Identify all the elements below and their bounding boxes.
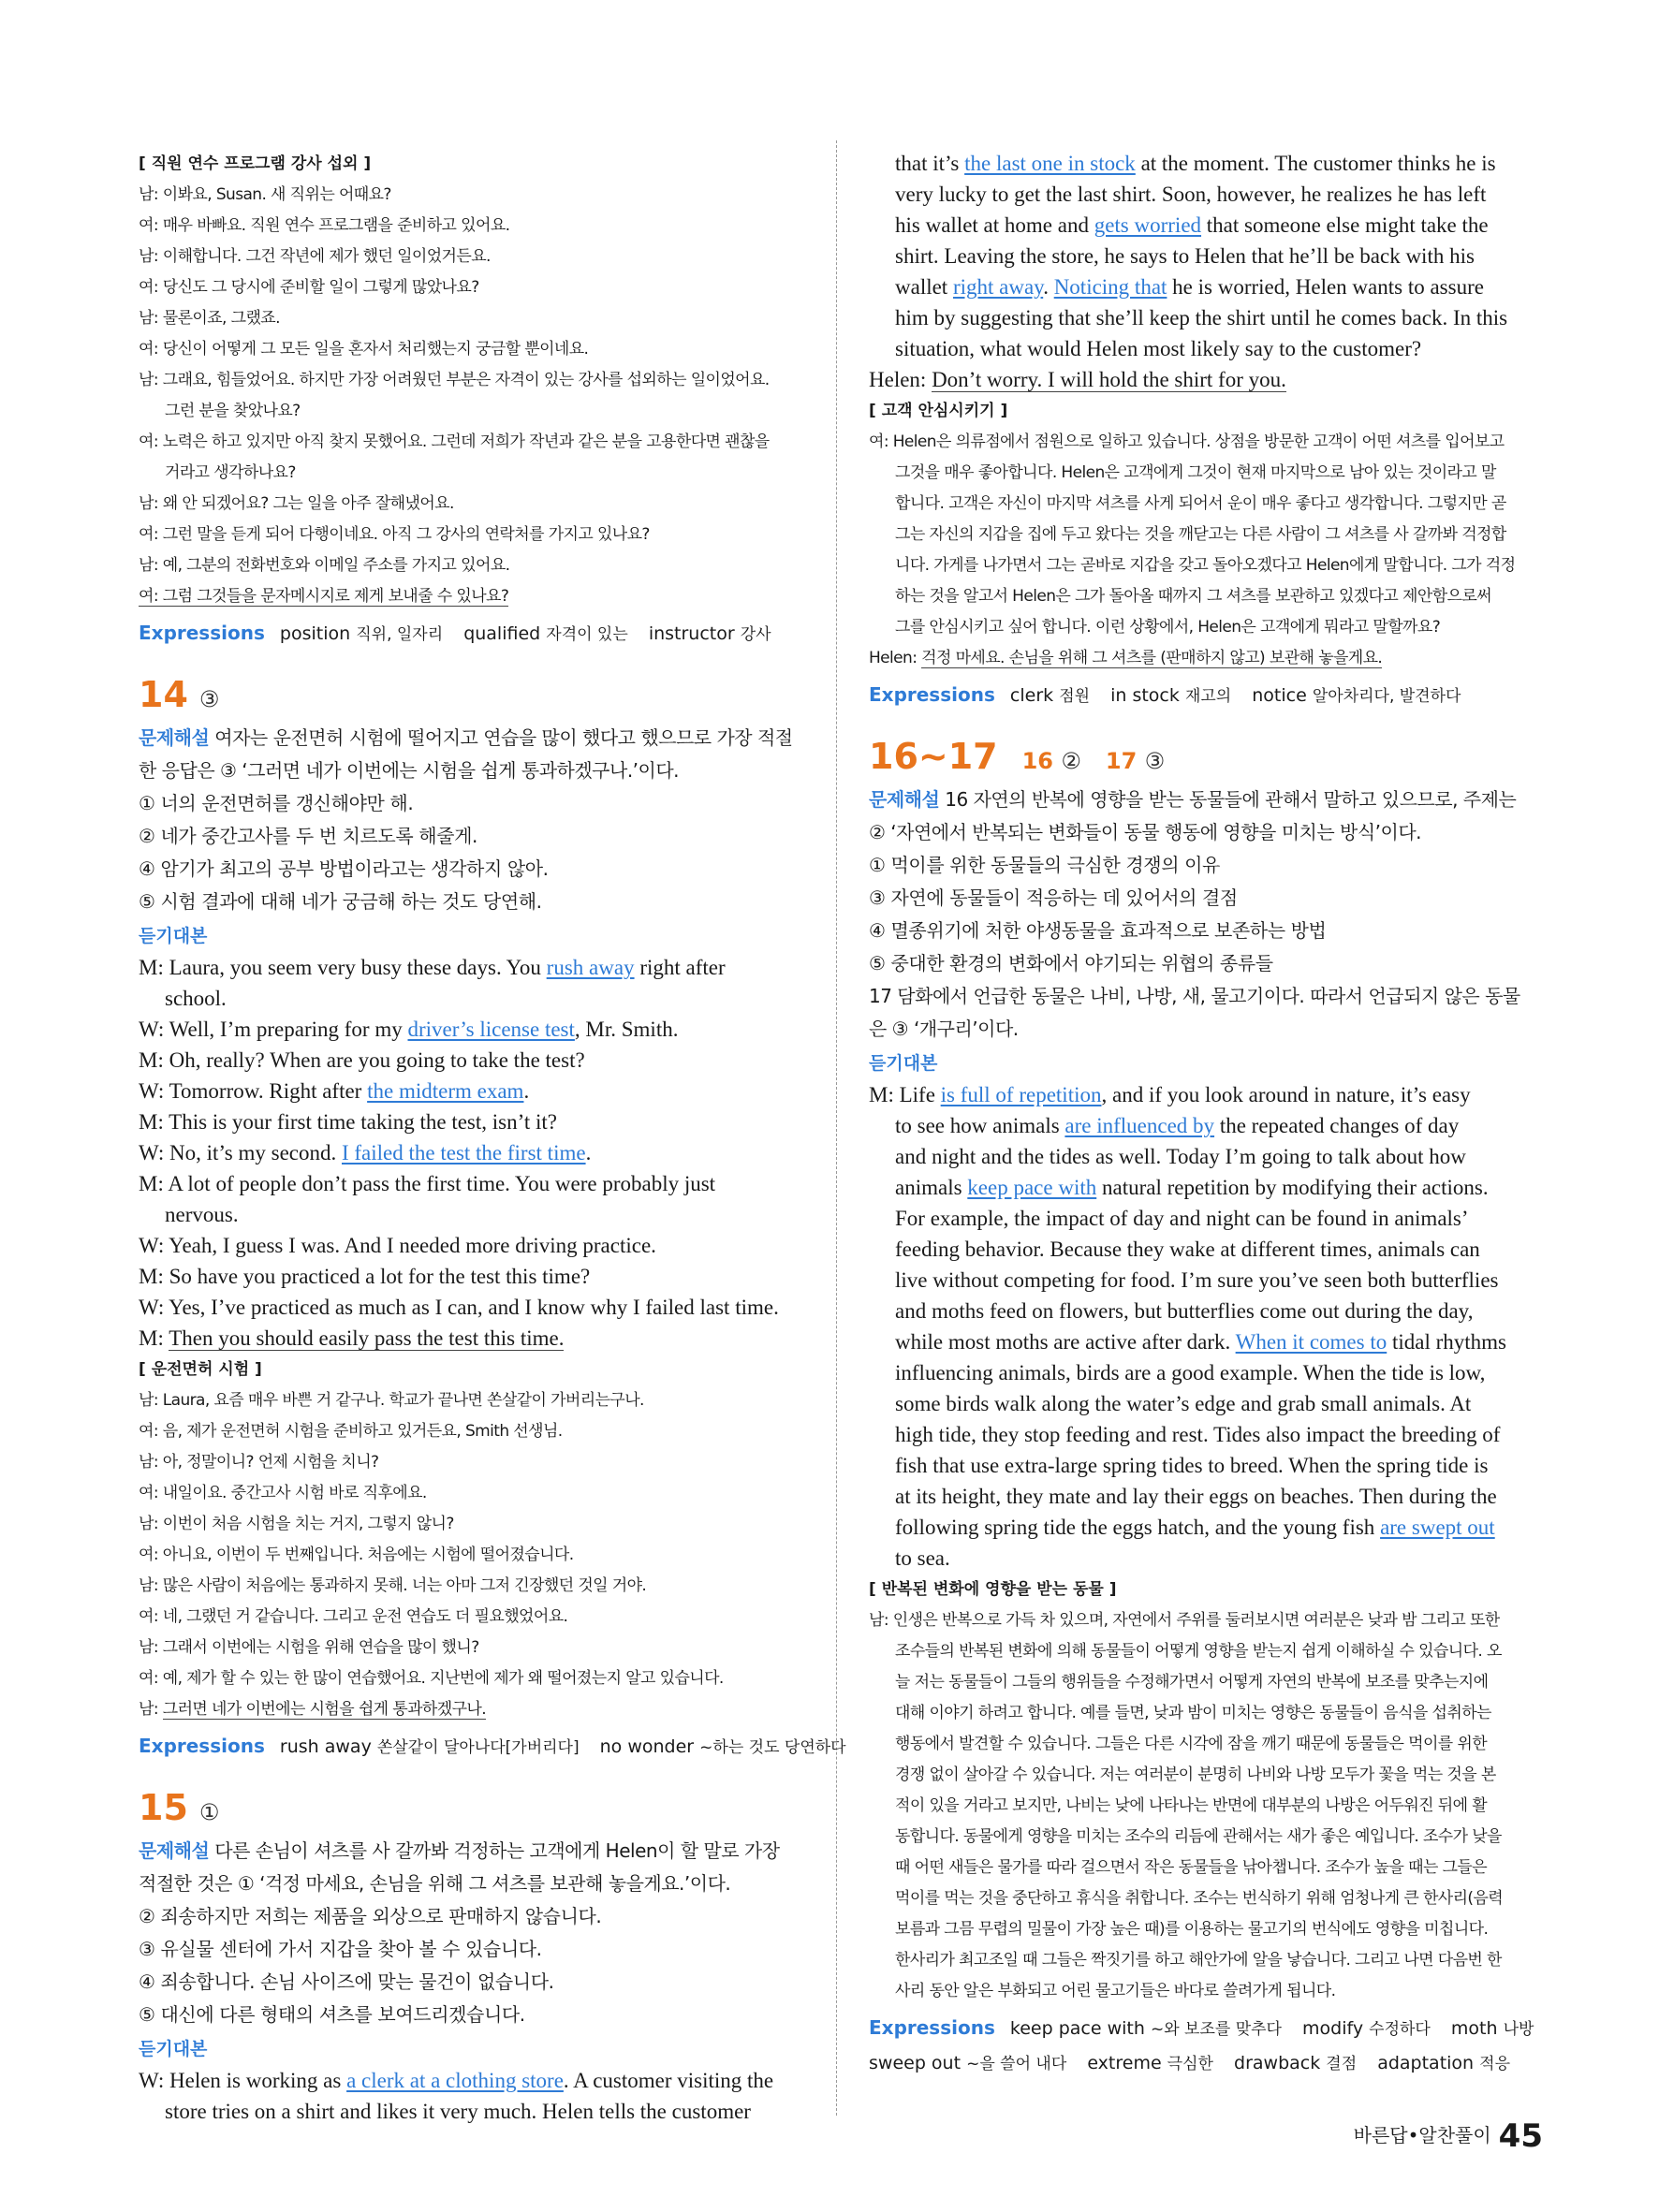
- answer-underline: Then you should easily pass the test this time.: [169, 1326, 565, 1350]
- dialogue-line: influencing animals, birds are a good example. When the tide is low,: [895, 1361, 1486, 1384]
- question-16-17-number: 16~17: [869, 736, 998, 777]
- highlight-phrase: are influenced by: [1064, 1114, 1215, 1137]
- transcript-line: 때 어떤 새들은 물가를 따라 걸으면서 작은 동물들을 낚아챕니다. 조수가 높을 때는 그들은: [895, 1858, 1488, 1877]
- question-number: [139, 1785, 805, 1835]
- transcript-line: 남: 인생은 반복으로 가득 차 있으며, 자연에서 주위를 둘러보시면 여러분은 낮과 밤 그리고 또한: [869, 1611, 1500, 1630]
- dialogue-text: at the moment. The customer thinks he is: [1135, 152, 1496, 175]
- dialogue-line: at its height, they mate and lay their eggs on beaches. Then during the: [895, 1485, 1497, 1508]
- dialogue-line: [869, 1326, 1535, 1357]
- transcript-line: 여: 당신이 어떻게 그 모든 일을 혼자서 처리했는지 궁금할 뿐이네요.: [139, 340, 589, 359]
- dialogue-line: feeding behavior. Because they wake at different times, animals can: [895, 1238, 1480, 1261]
- answer-underline: 걱정 마세요. 손님을 위해 그 셔츠를 (판매하지 않고) 보관해 놓을게요.: [921, 649, 1383, 667]
- dialogue-line: and moths feed on flowers, but butterflies come out during the day,: [895, 1299, 1474, 1323]
- solution-text: ② ‘자연에서 반복되는 변화들이 동물 행동에 영향을 미치는 방식’이다.: [869, 821, 1422, 843]
- script-label: 듣기대본: [139, 2039, 208, 2059]
- option: ④ 멸종위기에 처한 야생동물을 효과적으로 보존하는 방법: [869, 919, 1327, 942]
- dialogue-line: and night and the tides as well. Today I’m going to talk about how: [895, 1145, 1466, 1168]
- answer-mark: ③: [1144, 748, 1166, 774]
- page-footer: [1354, 2117, 1543, 2155]
- dialogue-line: [869, 210, 1535, 241]
- dialogue-line: [869, 271, 1535, 302]
- expr-word: moth: [1450, 2018, 1498, 2039]
- dialogue-line: [139, 1323, 805, 1354]
- transcript-line: 여: 그런 말을 듣게 되어 다행이네요. 아직 그 강사의 연락처를 가지고 있나요?: [139, 525, 650, 544]
- expr-meaning: 나방: [1503, 2020, 1534, 2039]
- answer-mark: ①: [198, 1799, 220, 1825]
- sub-question-number: 17: [1105, 748, 1138, 774]
- left-column: [139, 148, 846, 2127]
- right-column: [869, 148, 1535, 2081]
- question-15-number: 15: [139, 1787, 188, 1828]
- transcript-line: 여: 매우 바빠요. 직원 연수 프로그램을 준비하고 있어요.: [139, 216, 510, 235]
- answer-mark: ③: [198, 686, 220, 712]
- script-label: 듣기대본: [139, 926, 208, 946]
- expressions-15: [869, 678, 1535, 713]
- dialogue-text: M:: [139, 1326, 169, 1350]
- dialogue-text: wallet: [895, 275, 953, 299]
- dialogue-line: For example, the impact of day and night can be found in animals’: [895, 1207, 1469, 1230]
- dialogue-text: that it’s: [895, 152, 965, 175]
- dialogue-line: [869, 364, 1535, 395]
- transcript-line: 한사리가 최고조일 때 그들은 짝짓기를 하고 해안가에 알을 낳습니다. 그리고 나면 다음번 한: [895, 1951, 1502, 1970]
- transcript-line: 여: 노력은 하고 있지만 아직 찾지 못했어요. 그런데 저희가 작년과 같은 분을 고용한다면 괜찮을: [139, 432, 770, 451]
- dialogue-text: his wallet at home and: [895, 213, 1094, 237]
- transcript-line: 합니다. 고객은 자신이 마지막 셔츠를 사게 되어서 운이 매우 좋다고 생각합니다. 그렇지만 곧: [895, 494, 1506, 513]
- expressions-16-17: [869, 2011, 1535, 2046]
- highlight-phrase: a clerk at a clothing store: [346, 2069, 564, 2092]
- expr-word: drawback: [1234, 2053, 1321, 2073]
- transcript-line: 니다. 가게를 나가면서 그는 곧바로 지갑을 갖고 돌아오겠다고 Helen에게 말합니다. 그가 걱정: [895, 556, 1516, 575]
- highlight-phrase: are swept out: [1380, 1516, 1495, 1539]
- dialogue-line: M: So have you practiced a lot for the test this time?: [139, 1265, 591, 1288]
- solution-text: 한 응답은 ③ ‘그러면 네가 이번에는 시험을 쉽게 통과하겠구나.’이다.: [139, 759, 680, 782]
- question-14-number: 14: [139, 674, 188, 715]
- expr-meaning: 적응: [1479, 2055, 1511, 2073]
- option: ⑤ 대신에 다른 형태의 셔츠를 보여드리겠습니다.: [139, 2003, 525, 2026]
- dialogue-line: M: A lot of people don’t pass the first time. You were probably just: [139, 1172, 716, 1195]
- transcript-line: [139, 1694, 805, 1725]
- transcript-line: 여: 예, 제가 할 수 있는 한 많이 연습했어요. 지난번에 제가 왜 떨어졌는지 알고 있습니다.: [139, 1669, 724, 1688]
- answer-mark: ②: [1061, 748, 1081, 774]
- dialogue-text: , and if you look around in nature, it’s easy: [1101, 1083, 1471, 1106]
- dialogue-text: M: Laura, you seem very busy these days. You: [139, 956, 547, 979]
- transcript-line: 남: 이봐요, Susan. 새 직위는 어때요?: [139, 185, 391, 204]
- dialogue-line: some birds walk along the water’s edge and grab small animals. At: [895, 1392, 1472, 1415]
- expressions-label: Expressions: [139, 622, 265, 644]
- transcript-line: 사리 동안 알은 부화되고 어린 물고기들은 바다로 쓸려가게 됩니다.: [895, 1982, 1336, 2000]
- highlight-phrase: I failed the test the first time: [341, 1141, 586, 1165]
- transcript-line: 먹이를 먹는 것을 중단하고 휴식을 취합니다. 조수는 번식하기 위해 엄청나게 큰 한사리(음력: [895, 1889, 1504, 1908]
- option: ② 죄송하지만 저희는 제품을 외상으로 판매하지 않습니다.: [139, 1905, 602, 1927]
- option: ② 네가 중간고사를 두 번 치르도록 해줄게.: [139, 825, 477, 847]
- solution-label: 문제해설: [139, 1839, 210, 1862]
- expr-meaning: 결점: [1326, 2055, 1358, 2073]
- dialogue-line: [139, 1014, 805, 1045]
- answer-underline: 그러면 네가 이번에는 시험을 쉽게 통과하겠구나.: [162, 1700, 487, 1719]
- expressions-label: Expressions: [869, 683, 995, 706]
- dialogue-line: W: Yeah, I guess I was. And I needed more driving practice.: [139, 1234, 656, 1257]
- dialogue-line: [869, 1512, 1535, 1543]
- dialogue-line: fish that use extra-large spring tides to breed. When the spring tide is: [895, 1454, 1489, 1477]
- expr-meaning: 강사: [740, 625, 771, 644]
- option: ① 먹이를 위한 동물들의 극심한 경쟁의 이유: [869, 854, 1220, 876]
- question-number: [869, 734, 1535, 784]
- transcript-line: 동합니다. 동물에게 영향을 미치는 조수의 리듬에 관해서는 새가 좋은 예입니다. 조수가 낮을: [895, 1827, 1502, 1846]
- expressions-14: [139, 1729, 846, 1765]
- solution-text: 다른 손님이 셔츠를 사 갈까봐 걱정하는 고객에게 Helen이 할 말로 가장: [214, 1839, 780, 1862]
- expr-word: rush away: [279, 1736, 372, 1757]
- dialogue-line: [869, 1110, 1535, 1141]
- dialogue-line: live without competing for food. I’m sure you’ve seen both butterflies: [895, 1268, 1499, 1292]
- dialogue-text: .: [523, 1079, 530, 1103]
- expr-word: sweep out: [869, 2053, 962, 2073]
- option: ③ 자연에 동물들이 적응하는 데 있어서의 결점: [869, 886, 1238, 909]
- expr-meaning: ~을 쓸어 내다: [966, 2055, 1067, 2073]
- expr-meaning: 수정하다: [1369, 2020, 1431, 2039]
- dialogue-line: school.: [165, 987, 227, 1010]
- expressions-label: Expressions: [869, 2016, 995, 2039]
- expr-meaning: 알아차리다, 발견하다: [1312, 687, 1461, 706]
- expr-word: clerk: [1009, 685, 1054, 706]
- dialogue-line: him by suggesting that she’ll keep the shirt until he comes back. In this: [895, 306, 1508, 330]
- transcript-line: 보름과 그믐 무렵의 밀물이 가장 높은 때)를 이용하는 물고기의 번식에도 영향을 미칩니다.: [895, 1920, 1489, 1939]
- expr-word: instructor: [648, 623, 735, 644]
- transcript-line: 조수들의 반복된 변화에 의해 동물들이 어떻게 영향을 받는지 쉽게 이해하실 수 있습니다. 오: [895, 1642, 1502, 1661]
- dialogue-text: . A customer visiting the: [563, 2069, 774, 2092]
- dialogue-line: high tide, they stop feeding and rest. Tides also impact the breeding of: [895, 1423, 1501, 1446]
- highlight-phrase: is full of repetition: [940, 1083, 1102, 1106]
- expr-word: keep pace with: [1009, 2018, 1145, 2039]
- solution-text: 17 담화에서 언급한 동물은 나비, 나방, 새, 물고기이다. 따라서 언급되지 않은 동물: [869, 985, 1520, 1007]
- option: ⑤ 중대한 환경의 변화에서 야기되는 위협의 종류들: [869, 952, 1273, 974]
- transcript-line: 남: 왜 안 되겠어요? 그는 일을 아주 잘해냈어요.: [139, 494, 454, 513]
- option: ④ 암기가 최고의 공부 방법이라고는 생각하지 않아.: [139, 857, 549, 880]
- transcript-line: 남: 많은 사람이 처음에는 통과하지 못해. 너는 아마 그저 긴장했던 것일 거야.: [139, 1576, 647, 1595]
- answer-16: [1022, 748, 1081, 774]
- dialogue-text: , Mr. Smith.: [574, 1018, 679, 1041]
- dialogue-text: tidal rhythms: [1387, 1330, 1507, 1354]
- transcript-line: 그를 안심시키고 싶어 합니다. 이런 상황에서, Helen은 고객에게 뭐라고 말할까요?: [895, 618, 1441, 637]
- dialogue-text: while most moths are active after dark.: [895, 1330, 1236, 1354]
- dialogue-line: [869, 1079, 1535, 1110]
- expressions-16-17-row2: [869, 2046, 1535, 2081]
- dialogue-text: .: [585, 1141, 592, 1165]
- dialogue-text: he is worried, Helen wants to assure: [1167, 275, 1484, 299]
- transcript-line: 남: 예, 그분의 전화번호와 이메일 주소를 가지고 있어요.: [139, 556, 510, 575]
- transcript-line: 남: 아, 정말이니? 언제 시험을 치니?: [139, 1453, 379, 1472]
- highlight-phrase: the midterm exam: [367, 1079, 524, 1103]
- solution-text: 16 자연의 반복에 영향을 받는 동물들에 관해서 말하고 있으므로, 주제는: [945, 788, 1517, 811]
- dialogue-text: M: Life: [869, 1083, 941, 1106]
- dialogue-text: W: Tomorrow. Right after: [139, 1079, 368, 1103]
- expr-word: extreme: [1087, 2053, 1162, 2073]
- answer-17: [1106, 748, 1165, 774]
- transcript-line: 여: 당신도 그 당시에 준비할 일이 그렇게 많았나요?: [139, 278, 479, 297]
- solution-text: 은 ③ ‘개구리’이다.: [869, 1018, 1019, 1040]
- section-title: [ 고객 안심시키기 ]: [869, 402, 1008, 420]
- expr-meaning: 재고의: [1184, 687, 1232, 706]
- answer-underline: 여: 그럼 그것들을 문자메시지로 제게 보내줄 수 있나요?: [139, 587, 509, 606]
- answer-underline: Don’t worry. I will hold the shirt for you.: [932, 368, 1286, 391]
- transcript-line: 남: 그래서 이번에는 시험을 위해 연습을 많이 했니?: [139, 1638, 479, 1657]
- transcript-line: 여: 아니요, 이번이 두 번째입니다. 처음에는 시험에 떨어졌습니다.: [139, 1545, 574, 1564]
- dialogue-line: shirt. Leaving the store, he says to Helen that he’ll be back with his: [895, 244, 1475, 268]
- highlight-phrase: gets worried: [1094, 213, 1202, 237]
- column-divider: [836, 140, 837, 2116]
- expr-meaning: 직위, 일자리: [356, 625, 444, 644]
- dialogue-text: that someone else might take the: [1201, 213, 1489, 237]
- option: ⑤ 시험 결과에 대해 네가 궁금해 하는 것도 당연해.: [139, 890, 542, 913]
- transcript-13: [139, 180, 805, 612]
- option: ③ 유실물 센터에 가서 지갑을 찾아 볼 수 있습니다.: [139, 1938, 542, 1960]
- highlight-phrase: driver’s license test: [407, 1018, 575, 1041]
- dialogue-text: following spring tide the eggs hatch, and the young fish: [895, 1516, 1381, 1539]
- dialogue-text: W: Helen is working as: [139, 2069, 347, 2092]
- transcript-line: 남: 이해합니다. 그건 작년에 제가 했던 일이었거든요.: [139, 247, 491, 266]
- dialogue-text: W: No, it’s my second.: [139, 1141, 342, 1165]
- transcript-line: 거라고 생각하나요?: [165, 463, 296, 482]
- dialogue-line: nervous.: [165, 1203, 239, 1226]
- dialogue-line: situation, what would Helen most likely say to the customer?: [895, 337, 1422, 360]
- expr-meaning: 자격이 있는: [546, 625, 628, 644]
- transcript-line: 여: Helen은 의류점에서 점원으로 일하고 있습니다. 상점을 방문한 고객이 어떤 셔츠를 입어보고: [869, 432, 1505, 451]
- expr-word: notice: [1252, 685, 1307, 706]
- highlight-phrase: rush away: [546, 956, 635, 979]
- transcript-line: 남: Laura, 요즘 매우 바쁜 거 같구나. 학교가 끝나면 쏜살같이 가버리는구나.: [139, 1391, 644, 1410]
- dialogue-line: M: This is your first time taking the test, isn’t it?: [139, 1110, 557, 1134]
- dialogue-line: [139, 1137, 805, 1168]
- expr-word: modify: [1302, 2018, 1364, 2039]
- transcript-line: 남: 그래요, 힘들었어요. 하지만 가장 어려웠던 부분은 자격이 있는 강사를 섭외하는 일이었어요.: [139, 371, 770, 389]
- transcript-line: 대해 이야기 하려고 합니다. 예를 들면, 낮과 밤이 미치는 영향은 동물들이 음식을 섭취하는: [895, 1704, 1491, 1722]
- transcript-line: 행동에서 발견할 수 있습니다. 그들은 다른 시각에 잠을 깨기 때문에 동물들은 먹이를 위한: [895, 1735, 1488, 1753]
- transcript-line: 남: 이번이 처음 시험을 치는 거지, 그렇지 않니?: [139, 1515, 454, 1533]
- solution-text: 적절한 것은 ① ‘걱정 마세요, 손님을 위해 그 셔츠를 보관해 놓을게요.’이다.: [139, 1872, 731, 1895]
- solution: [869, 784, 1535, 816]
- transcript-line: 여: 네, 그랬던 거 같습니다. 그리고 운전 연습도 더 필요했었어요.: [139, 1607, 568, 1626]
- expr-meaning: 극심한: [1167, 2055, 1213, 2073]
- section-title: [ 운전면허 시험 ]: [139, 1360, 262, 1379]
- option: ① 너의 운전면허를 갱신해야만 해.: [139, 792, 414, 814]
- solution: [139, 722, 805, 754]
- expr-meaning: 점원: [1059, 687, 1091, 706]
- transcript-line: 남: 물론이죠, 그랬죠.: [139, 309, 280, 328]
- highlight-phrase: keep pace with: [967, 1176, 1097, 1199]
- transcript-line: 그것을 매우 좋아합니다. Helen은 고객에게 그것이 현재 마지막으로 남아 있는 것이라고 말: [895, 463, 1496, 482]
- expr-meaning: ~하는 것도 당연하다: [699, 1738, 846, 1757]
- transcript-line: 늘 저는 동물들이 그들의 행위들을 수정해가면서 어떻게 자연의 반복에 보조를 맞추는지에: [895, 1673, 1489, 1692]
- dialogue-text: the repeated changes of day: [1214, 1114, 1460, 1137]
- expressions-label: Expressions: [139, 1735, 265, 1757]
- expr-word: no wonder: [599, 1736, 695, 1757]
- option: ④ 죄송합니다. 손님 사이즈에 맞는 물건이 없습니다.: [139, 1970, 554, 1993]
- expr-meaning: 쏜살같이 달아나다[가버리다]: [376, 1738, 580, 1757]
- speaker: Helen:: [869, 368, 932, 391]
- dialogue-line: very lucky to get the last shirt. Soon, however, he realizes he has left: [895, 183, 1487, 206]
- dialogue-line: to sea.: [895, 1546, 950, 1570]
- script-label: 듣기대본: [869, 1053, 938, 1074]
- solution-label: 문제해설: [139, 726, 210, 749]
- dialogue-text: right after: [634, 956, 726, 979]
- dialogue-line: [139, 2065, 805, 2096]
- transcript-line: 여: 내일이요. 중간고사 시험 바로 직후에요.: [139, 1484, 427, 1502]
- dialogue-line: store tries on a shirt and likes it very much. Helen tells the customer: [165, 2100, 751, 2123]
- solution-label: 문제해설: [869, 788, 940, 811]
- dialogue-text: to see how animals: [895, 1114, 1065, 1137]
- transcript-line: [869, 643, 1535, 674]
- solution-text: 여자는 운전면허 시험에 떨어지고 연습을 많이 했다고 했으므로 가장 적절: [214, 726, 793, 749]
- transcript-line: [139, 581, 805, 612]
- solution: [139, 1835, 805, 1868]
- highlight-phrase: Noticing that: [1053, 275, 1167, 299]
- transcript-line: 여: 음, 제가 운전면허 시험을 준비하고 있거든요, Smith 선생님.: [139, 1422, 563, 1441]
- speaker: Helen:: [869, 649, 922, 667]
- expressions-13: [139, 616, 805, 652]
- expr-word: position: [279, 623, 351, 644]
- dialogue-line: W: Yes, I’ve practiced as much as I can, and I know why I failed last time.: [139, 1296, 779, 1319]
- transcript-line: 그런 분을 찾았나요?: [165, 402, 301, 420]
- highlight-phrase: right away: [952, 275, 1044, 299]
- speaker: 남:: [139, 1700, 163, 1719]
- question-number: [139, 672, 805, 722]
- expr-word: adaptation: [1377, 2053, 1475, 2073]
- dialogue-line: [869, 1172, 1535, 1203]
- transcript-line: 그는 자신의 지갑을 집에 두고 왔다는 것을 깨닫고는 다른 사람이 그 셔츠를 사 갈까봐 걱정합: [895, 525, 1506, 544]
- expr-word: qualified: [463, 623, 541, 644]
- dialogue-text: animals: [895, 1176, 968, 1199]
- transcript-line: 경쟁 없이 살아갈 수 있습니다. 저는 여러분이 분명히 나비와 나방 모두가 꽃을 먹는 것을 본: [895, 1765, 1496, 1784]
- section-title: [ 반복된 변화에 영향을 받는 동물 ]: [869, 1580, 1117, 1599]
- highlight-phrase: the last one in stock: [964, 152, 1136, 175]
- dialogue-text: W: Well, I’m preparing for my: [139, 1018, 408, 1041]
- dialogue-line: [869, 148, 1535, 179]
- expr-word: in stock: [1110, 685, 1180, 706]
- highlight-phrase: When it comes to: [1235, 1330, 1387, 1354]
- dialogue-line: [139, 1076, 805, 1106]
- dialogue-line: M: Oh, really? When are you going to take the test?: [139, 1048, 585, 1072]
- dialogue-text: natural repetition by modifying their actions.: [1096, 1176, 1489, 1199]
- expr-meaning: ~와 보조를 맞추다: [1150, 2020, 1282, 2039]
- sub-question-number: 16: [1021, 748, 1054, 774]
- transcript-line: 적이 있을 거라고 보지만, 나비는 낮에 나타나는 반면에 대부분의 나방은 어두워진 뒤에 활: [895, 1796, 1488, 1815]
- dialogue-text: .: [1043, 275, 1054, 299]
- footer-label: 바른답•알찬풀이: [1353, 2124, 1491, 2146]
- section-title: [ 직원 연수 프로그램 강사 섭외 ]: [139, 154, 372, 173]
- page-number: 45: [1498, 2117, 1543, 2155]
- dialogue-line: [139, 952, 805, 983]
- transcript-line: 하는 것을 알고서 Helen은 그가 돌아올 때까지 그 셔츠를 보관하고 있겠다고 제안함으로써: [895, 587, 1491, 606]
